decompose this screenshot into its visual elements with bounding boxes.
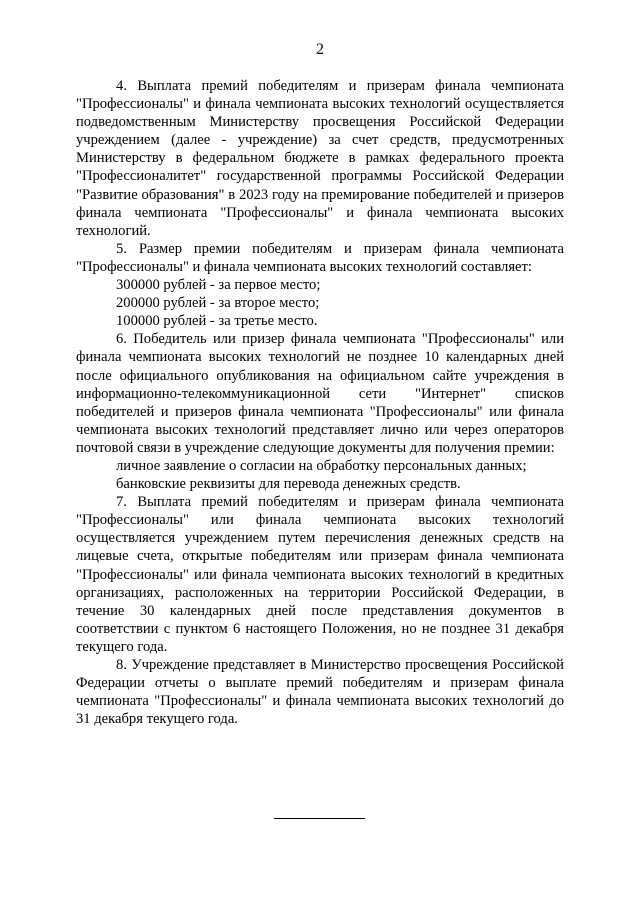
document-item-consent: личное заявление о согласии на обработку персональных данных; <box>116 457 527 474</box>
page-number: 2 <box>316 41 324 58</box>
prize-first-place: 300000 рублей - за первое место; <box>116 277 321 294</box>
paragraph-5-prize-amount: 5. Размер премии победителям и призерам финала чемпионата "Профессионалы" и финала чемпионата высоких технологий составляет: <box>76 240 564 275</box>
prize-third-place: 100000 рублей - за третье место. <box>116 313 318 330</box>
end-separator-line <box>274 818 365 819</box>
paragraph-6-documents: 6. Победитель или призер финала чемпионата "Профессионалы" или финала чемпионата высоких технологий не позднее 10 календарных дней после официального опубликования на официальном сайте учреждения в информационно-телекоммуникационной сети "Интернет" списков победителей и призеров финала чемпионата "Профессионалы" или финала чемпионата высоких технологий представляет лично или через операторов почтовой связи в учреждение следующие документы для получения премии: <box>76 331 564 456</box>
document-item-bank-details: банковские реквизиты для перевода денежных средств. <box>116 476 461 493</box>
paragraph-8-reports: 8. Учреждение представляет в Министерство просвещения Российской Федерации отчеты о выплате премий победителям и призерам финала чемпионата "Профессионалы" и финала чемпионата высоких технологий до 31 декабря текущего года. <box>76 657 564 728</box>
paragraph-7-transfer: 7. Выплата премий победителям и призерам финала чемпионата "Профессионалы" или финала чемпионата высоких технологий осуществляется учреждением путем перечисления денежных средств на лицевые счета, открытые победителям или призерам финала чемпионата "Профессионалы" или финала чемпионата высоких технологий в кредитных организациях, расположенных на территории Российской Федерации, в течение 30 календарных дней после представления документов в соответствии с пунктом 6 настоящего Положения, но не позднее 31 декабря текущего года. <box>76 494 564 655</box>
prize-second-place: 200000 рублей - за второе место; <box>116 295 320 312</box>
paragraph-4-payment-of-prizes: 4. Выплата премий победителям и призерам финала чемпионата "Профессионалы" и финала чемпионата высоких технологий осуществляется подведомственным Министерству просвещения Российской Федерации учреждением (далее - учреждение) за счет средств, предусмотренных Министерству в федеральном бюджете в рамках федерального проекта "Профессионалитет" государственной программы Российской Федерации "Развитие образования" в 2023 году на премирование победителей и призеров финала чемпионата "Профессионалы" и финала чемпионата высоких технологий. <box>76 78 564 239</box>
document-body <box>76 77 564 728</box>
